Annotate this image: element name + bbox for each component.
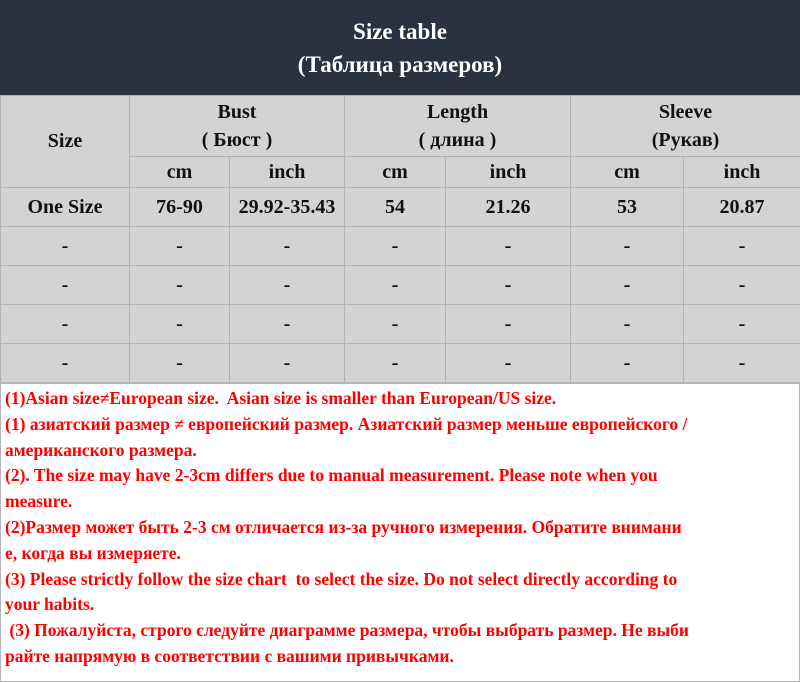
table-cell: -: [130, 344, 230, 383]
table-row: [1, 266, 800, 305]
subtitle: (Таблица размеров): [297, 51, 503, 77]
header-banner: [0, 0, 800, 95]
note-line: your habits.: [5, 594, 95, 615]
table-cell: 29.92-35.43: [230, 188, 345, 227]
bust-header: [130, 96, 345, 157]
table-cell: -: [684, 344, 800, 383]
table-cell: -: [1, 305, 130, 344]
table-cell: 53: [571, 188, 684, 227]
note-line: (2)Размер может быть 2-3 см отличается из-за ручного измерения. Обратите внимани: [5, 516, 682, 537]
table-cell: 21.26: [446, 188, 571, 227]
bust-label: Bust: [217, 101, 257, 123]
table-row: [1, 344, 800, 383]
note-line: райте напрямую в соответствии с вашими привычками.: [5, 645, 454, 666]
table-cell: -: [130, 266, 230, 305]
table-cell: -: [130, 227, 230, 266]
table-cell: -: [571, 305, 684, 344]
size-table: [0, 95, 800, 383]
note-line: (1)Asian size≠European size. Asian size is smaller than European/US size.: [5, 388, 557, 408]
table-cell: -: [345, 344, 446, 383]
unit-cell: cm: [130, 157, 230, 188]
table-cell: -: [1, 227, 130, 266]
table-row: [1, 188, 800, 227]
table-cell: -: [230, 305, 345, 344]
table-cell: One Size: [1, 188, 130, 227]
table-cell: -: [230, 344, 345, 383]
unit-cell: inch: [230, 157, 345, 188]
unit-cell: cm: [345, 157, 446, 188]
note-line: е, когда вы измеряете.: [5, 542, 181, 563]
table-cell: 76-90: [130, 188, 230, 227]
table-cell: -: [230, 266, 345, 305]
table-cell: -: [684, 266, 800, 305]
table-header-row: [1, 96, 800, 157]
sleeve-label-ru: (Рукав): [651, 129, 720, 151]
title: Size table: [353, 18, 447, 44]
table-cell: -: [446, 266, 571, 305]
table-cell: -: [571, 227, 684, 266]
sleeve-label: Sleeve: [658, 101, 713, 123]
table-cell: -: [1, 266, 130, 305]
sleeve-header: [571, 96, 800, 157]
size-column-header: Size: [1, 96, 130, 188]
table-cell: -: [130, 305, 230, 344]
note-line: (3) Пожалуйста, строго следуйте диаграмме размера, чтобы выбрать размер. Не выби: [5, 620, 689, 641]
table-cell: -: [571, 266, 684, 305]
unit-cell: inch: [446, 157, 571, 188]
table-row: [1, 227, 800, 266]
unit-cell: inch: [684, 157, 800, 188]
bust-label-ru: ( Бюст ): [201, 129, 273, 151]
table-cell: -: [446, 227, 571, 266]
table-cell: -: [684, 305, 800, 344]
length-label: Length: [426, 101, 489, 123]
table-cell: -: [684, 227, 800, 266]
table-cell: -: [1, 344, 130, 383]
length-label-ru: ( длина ): [418, 129, 497, 151]
notes-box: [0, 383, 800, 682]
table-cell: -: [345, 266, 446, 305]
unit-cell: cm: [571, 157, 684, 188]
table-cell: -: [446, 305, 571, 344]
note-line: (3) Please strictly follow the size chart to select the size. Do not select directly according to: [5, 568, 678, 589]
table-cell: -: [345, 227, 446, 266]
table-cell: 54: [345, 188, 446, 227]
table-cell: -: [446, 344, 571, 383]
table-cell: -: [345, 305, 446, 344]
table-cell: 20.87: [684, 188, 800, 227]
table-row: [1, 305, 800, 344]
note-line: (1) азиатский размер ≠ европейский размер. Азиатский размер меньше европейского /: [5, 413, 688, 434]
note-line: measure.: [5, 491, 73, 512]
table-cell: -: [230, 227, 345, 266]
note-line: американского размера.: [5, 439, 197, 460]
table-cell: -: [571, 344, 684, 383]
note-line: (2). The size may have 2-3cm differs due to manual measurement. Please note when you: [5, 465, 658, 486]
length-header: [345, 96, 571, 157]
